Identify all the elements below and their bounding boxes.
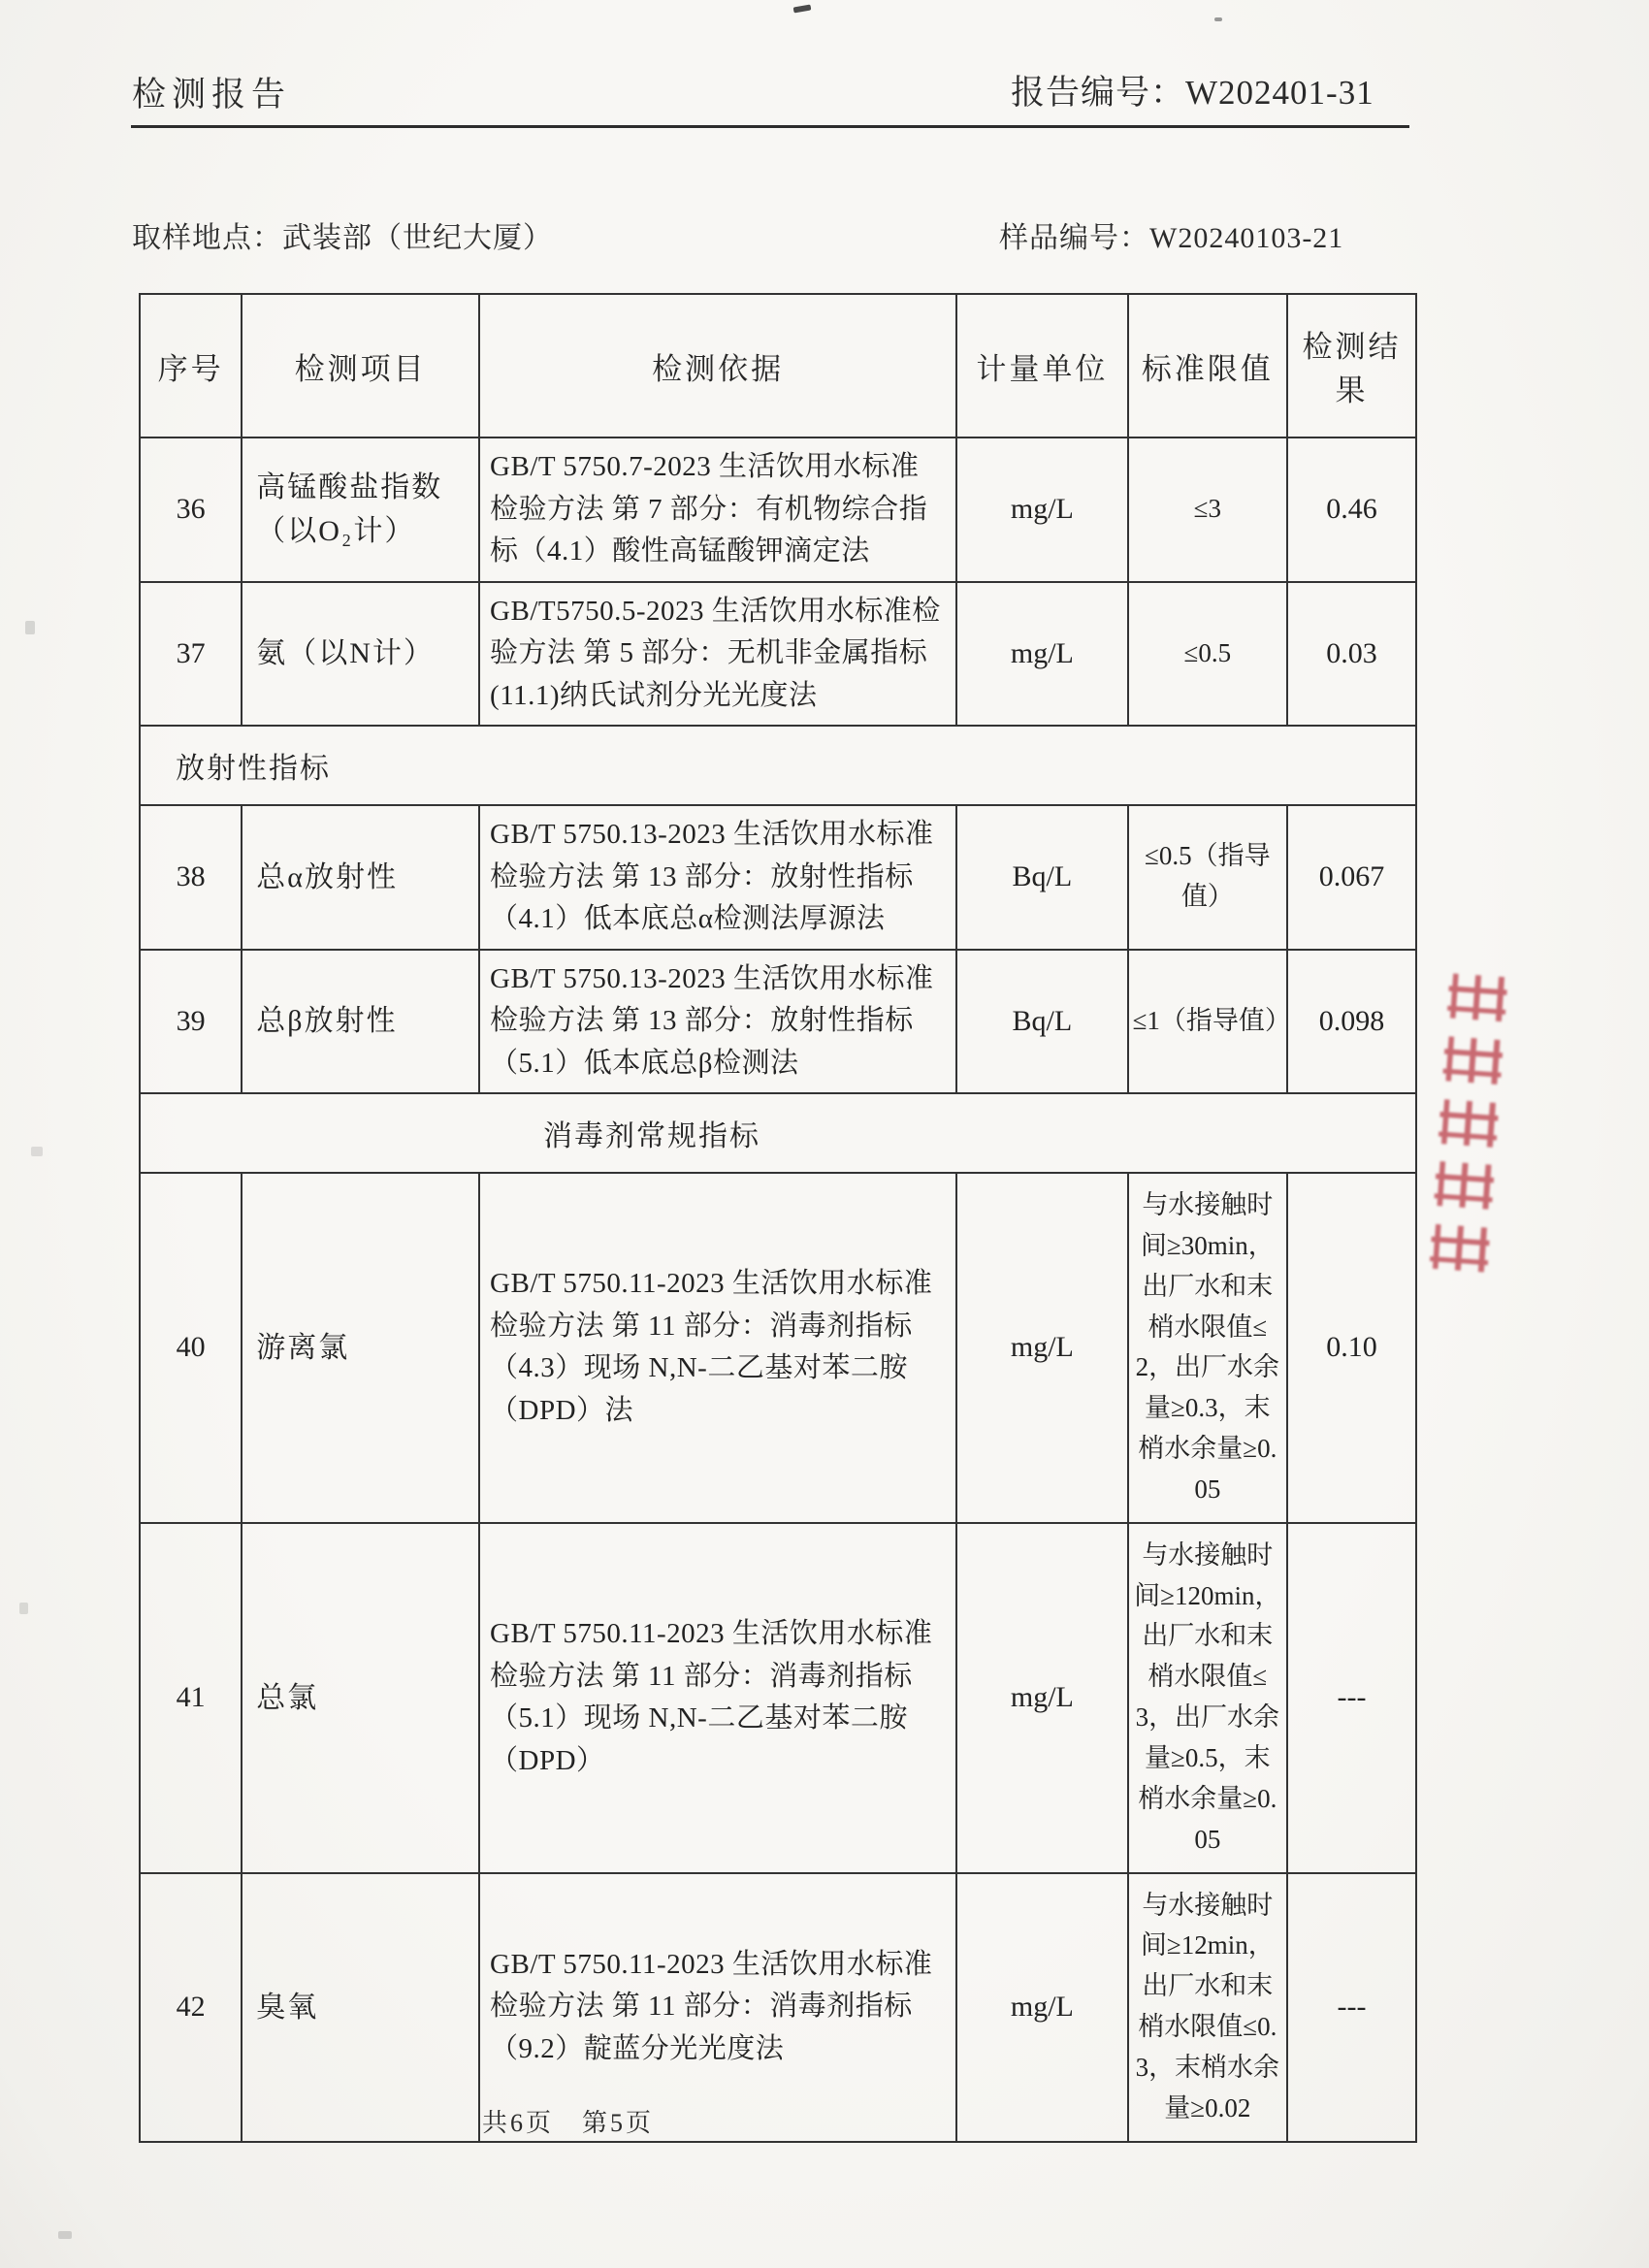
section-title: 放射性指标: [140, 726, 1416, 805]
cell-limit: ≤3: [1128, 437, 1288, 582]
cell-no: 37: [140, 582, 242, 727]
cell-no: 39: [140, 950, 242, 1094]
sample-location-label: 取样地点：: [132, 222, 282, 254]
red-stamp-mark: [1447, 973, 1508, 1021]
cell-item: 氨（以N计）: [242, 582, 479, 727]
cell-result: 0.03: [1287, 582, 1416, 727]
section-row: [140, 726, 1416, 805]
cell-result: 0.098: [1287, 950, 1416, 1094]
table-row: [140, 805, 1416, 950]
cell-item: 臭氧: [242, 1873, 479, 2142]
scan-artifact: [1214, 17, 1222, 21]
cell-item: 总氯: [242, 1523, 479, 1873]
table-row: [140, 950, 1416, 1094]
table-row: [140, 1523, 1416, 1873]
scan-artifact: [25, 621, 35, 634]
section-title: 消毒剂常规指标: [140, 1093, 1416, 1173]
cell-no: 36: [140, 437, 242, 582]
sample-location-value: 武装部（世纪大厦）: [282, 222, 553, 254]
sample-number-label: 样品编号：: [999, 222, 1149, 254]
test-results-table: [139, 293, 1417, 2143]
cell-unit: mg/L: [956, 1873, 1127, 2142]
table-row: [140, 1873, 1416, 2142]
red-stamp-mark: [1429, 1224, 1490, 1273]
cell-no: 38: [140, 805, 242, 950]
cell-item: 总α放射性: [242, 805, 479, 950]
cell-no: 40: [140, 1173, 242, 1523]
scan-artifact: [31, 1147, 43, 1156]
cell-basis: GB/T 5750.13-2023 生活饮用水标准检验方法 第 13 部分：放射性指标（5.1）低本底总β检测法: [479, 950, 956, 1094]
header-divider: [131, 125, 1409, 128]
sample-location: [132, 213, 553, 256]
cell-basis: GB/T 5750.7-2023 生活饮用水标准检验方法 第 7 部分：有机物综合指标（4.1）酸性高锰酸钾滴定法: [479, 437, 956, 582]
red-stamp-mark: [1434, 1161, 1495, 1210]
cell-no: 41: [140, 1523, 242, 1873]
scan-artifact: [58, 2231, 72, 2239]
cell-item: 总β放射性: [242, 950, 479, 1094]
cell-basis: GB/T 5750.11-2023 生活饮用水标准检验方法 第 11 部分：消毒剂指标（9.2）靛蓝分光光度法: [479, 1873, 956, 2142]
section-row: [140, 1093, 1416, 1173]
cell-unit: mg/L: [956, 1173, 1127, 1523]
cell-result: 0.10: [1287, 1173, 1416, 1523]
cell-item: 游离氯: [242, 1173, 479, 1523]
column-header: 检测依据: [479, 294, 956, 437]
cell-unit: mg/L: [956, 582, 1127, 727]
cell-basis: GB/T 5750.11-2023 生活饮用水标准检验方法 第 11 部分：消毒剂指标（4.3）现场 N,N-二乙基对苯二胺（DPD）法: [479, 1173, 956, 1523]
table-row: [140, 437, 1416, 582]
sample-number-value: W20240103-21: [1149, 222, 1344, 254]
column-header: 序号: [140, 294, 242, 437]
report-number-value: W202401-31: [1185, 74, 1374, 112]
report-number-label: 报告编号：: [1011, 74, 1186, 112]
red-stamp-mark: [1442, 1036, 1504, 1085]
column-header: 检测结果: [1287, 294, 1416, 437]
cell-unit: Bq/L: [956, 805, 1127, 950]
cell-basis: GB/T5750.5-2023 生活饮用水标准检验方法 第 5 部分：无机非金属指标(11.1)纳氏试剂分光光度法: [479, 582, 956, 727]
table-row: [140, 582, 1416, 727]
column-header: 标准限值: [1128, 294, 1288, 437]
cell-result: ---: [1287, 1873, 1416, 2142]
doc-title: 检测报告: [132, 76, 292, 113]
red-stamp-mark: [1438, 1098, 1499, 1147]
cell-limit: ≤0.5（指导值）: [1128, 805, 1288, 950]
cell-unit: Bq/L: [956, 950, 1127, 1094]
cell-result: 0.067: [1287, 805, 1416, 950]
sample-number: [999, 213, 1343, 256]
report-number: [1011, 66, 1374, 114]
column-header: 检测项目: [242, 294, 479, 437]
table-header-row: [140, 294, 1416, 437]
cell-unit: mg/L: [956, 1523, 1127, 1873]
report-table-body: [140, 437, 1416, 2142]
cell-no: 42: [140, 1873, 242, 2142]
page-footer: 共6页 第5页: [482, 2109, 655, 2137]
cell-result: 0.46: [1287, 437, 1416, 582]
cell-result: ---: [1287, 1523, 1416, 1873]
cell-limit: ≤1（指导值）: [1128, 950, 1288, 1094]
cell-limit: 与水接触时间≥12min，出厂水和末梢水限值≤0.3，末梢水余量≥0.02: [1128, 1873, 1288, 2142]
cell-limit: 与水接触时间≥30min，出厂水和末梢水限值≤2，出厂水余量≥0.3，末梢水余量≥0.05: [1128, 1173, 1288, 1523]
column-header: 计量单位: [956, 294, 1127, 437]
scan-artifact: [793, 4, 812, 13]
cell-item: 高锰酸盐指数（以O₂计）: [242, 437, 479, 582]
cell-limit: 与水接触时间≥120min，出厂水和末梢水限值≤3，出厂水余量≥0.5，末梢水余量≥0.05: [1128, 1523, 1288, 1873]
cell-limit: ≤0.5: [1128, 582, 1288, 727]
cell-unit: mg/L: [956, 437, 1127, 582]
cell-basis: GB/T 5750.11-2023 生活饮用水标准检验方法 第 11 部分：消毒剂指标（5.1）现场 N,N-二乙基对苯二胺（DPD）: [479, 1523, 956, 1873]
red-stamp: [1411, 972, 1525, 1274]
table-row: [140, 1173, 1416, 1523]
cell-basis: GB/T 5750.13-2023 生活饮用水标准检验方法 第 13 部分：放射性指标（4.1）低本底总α检测法厚源法: [479, 805, 956, 950]
scan-artifact: [19, 1603, 28, 1614]
